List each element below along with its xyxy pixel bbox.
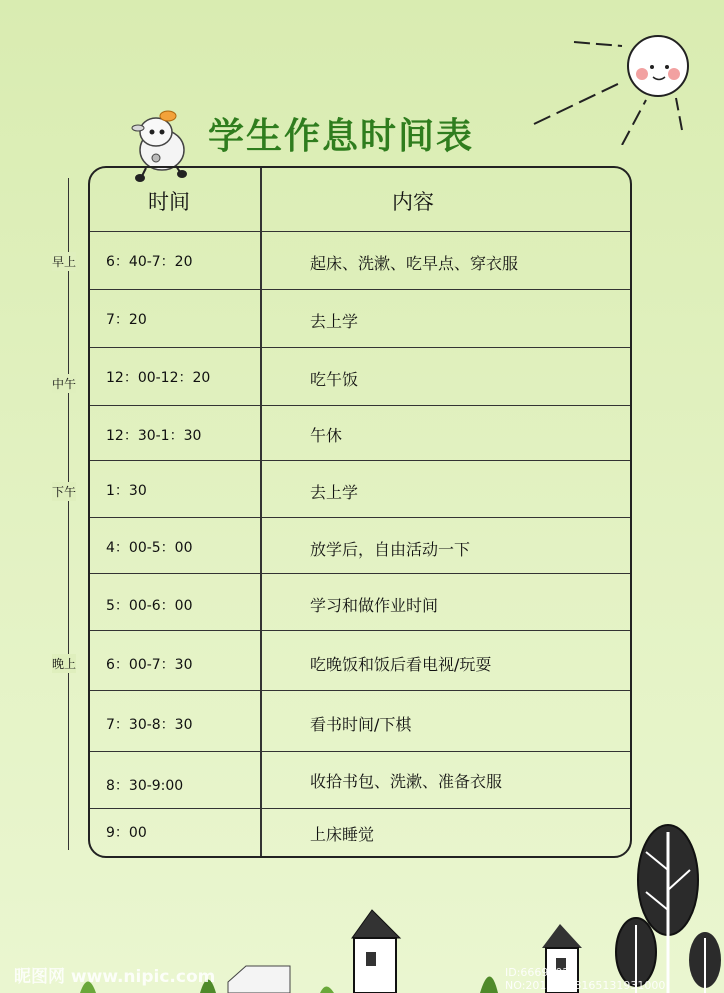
time-cell: 7：30-8：30 [106, 717, 193, 733]
content-cell: 收拾书包、洗漱、准备衣服 [310, 772, 503, 791]
schedule-table [88, 166, 632, 858]
time-cell: 9：00 [106, 825, 147, 841]
content-cell: 去上学 [310, 483, 359, 502]
content-cell: 看书时间/下棋 [310, 715, 412, 734]
period-label: 晚上 [52, 654, 76, 673]
time-cell: 6：40-7：20 [106, 254, 193, 270]
table-header [90, 168, 630, 232]
table-row [90, 630, 630, 691]
table-row [90, 405, 630, 461]
timeline-line [68, 178, 69, 850]
time-cell: 7：20 [106, 312, 147, 328]
content-cell: 学习和做作业时间 [310, 596, 439, 615]
content-cell: 吃午饭 [310, 370, 359, 389]
content-cell: 放学后，自由活动一下 [310, 540, 471, 559]
header-time: 时间 [148, 190, 190, 214]
time-cell: 8：30-9:00 [106, 778, 184, 794]
table-row [90, 573, 630, 631]
content-cell: 上床睡觉 [310, 825, 375, 844]
watermark-left: 昵图网 www.nipic.com [14, 967, 216, 987]
time-cell: 12：30-1：30 [106, 428, 202, 444]
period-label: 下午 [52, 482, 76, 501]
table-row [90, 517, 630, 574]
content-cell: 去上学 [310, 312, 359, 331]
table-row [90, 460, 630, 518]
table-row [90, 289, 630, 348]
header-content: 内容 [392, 190, 434, 214]
period-label: 中午 [52, 374, 76, 393]
table-row [90, 231, 630, 290]
period-label: 早上 [52, 252, 76, 271]
time-cell: 1：30 [106, 483, 147, 499]
table-row [90, 751, 630, 809]
content-cell: 起床、洗漱、吃早点、穿衣服 [310, 254, 519, 273]
table-row [90, 690, 630, 752]
time-cell: 12：00-12：20 [106, 370, 211, 386]
content-cell: 吃晚饭和饭后看电视/玩耍 [310, 655, 492, 674]
table-row [90, 347, 630, 406]
watermark-right: ID:6669202 NO:20161028165131931000 [505, 966, 666, 992]
sun-icon [528, 30, 698, 145]
time-cell: 5：00-6：00 [106, 598, 193, 614]
page-title: 学生作息时间表 [208, 116, 475, 157]
content-cell: 午休 [310, 426, 343, 445]
time-cell: 6：00-7：30 [106, 657, 193, 673]
time-cell: 4：00-5：00 [106, 540, 193, 556]
